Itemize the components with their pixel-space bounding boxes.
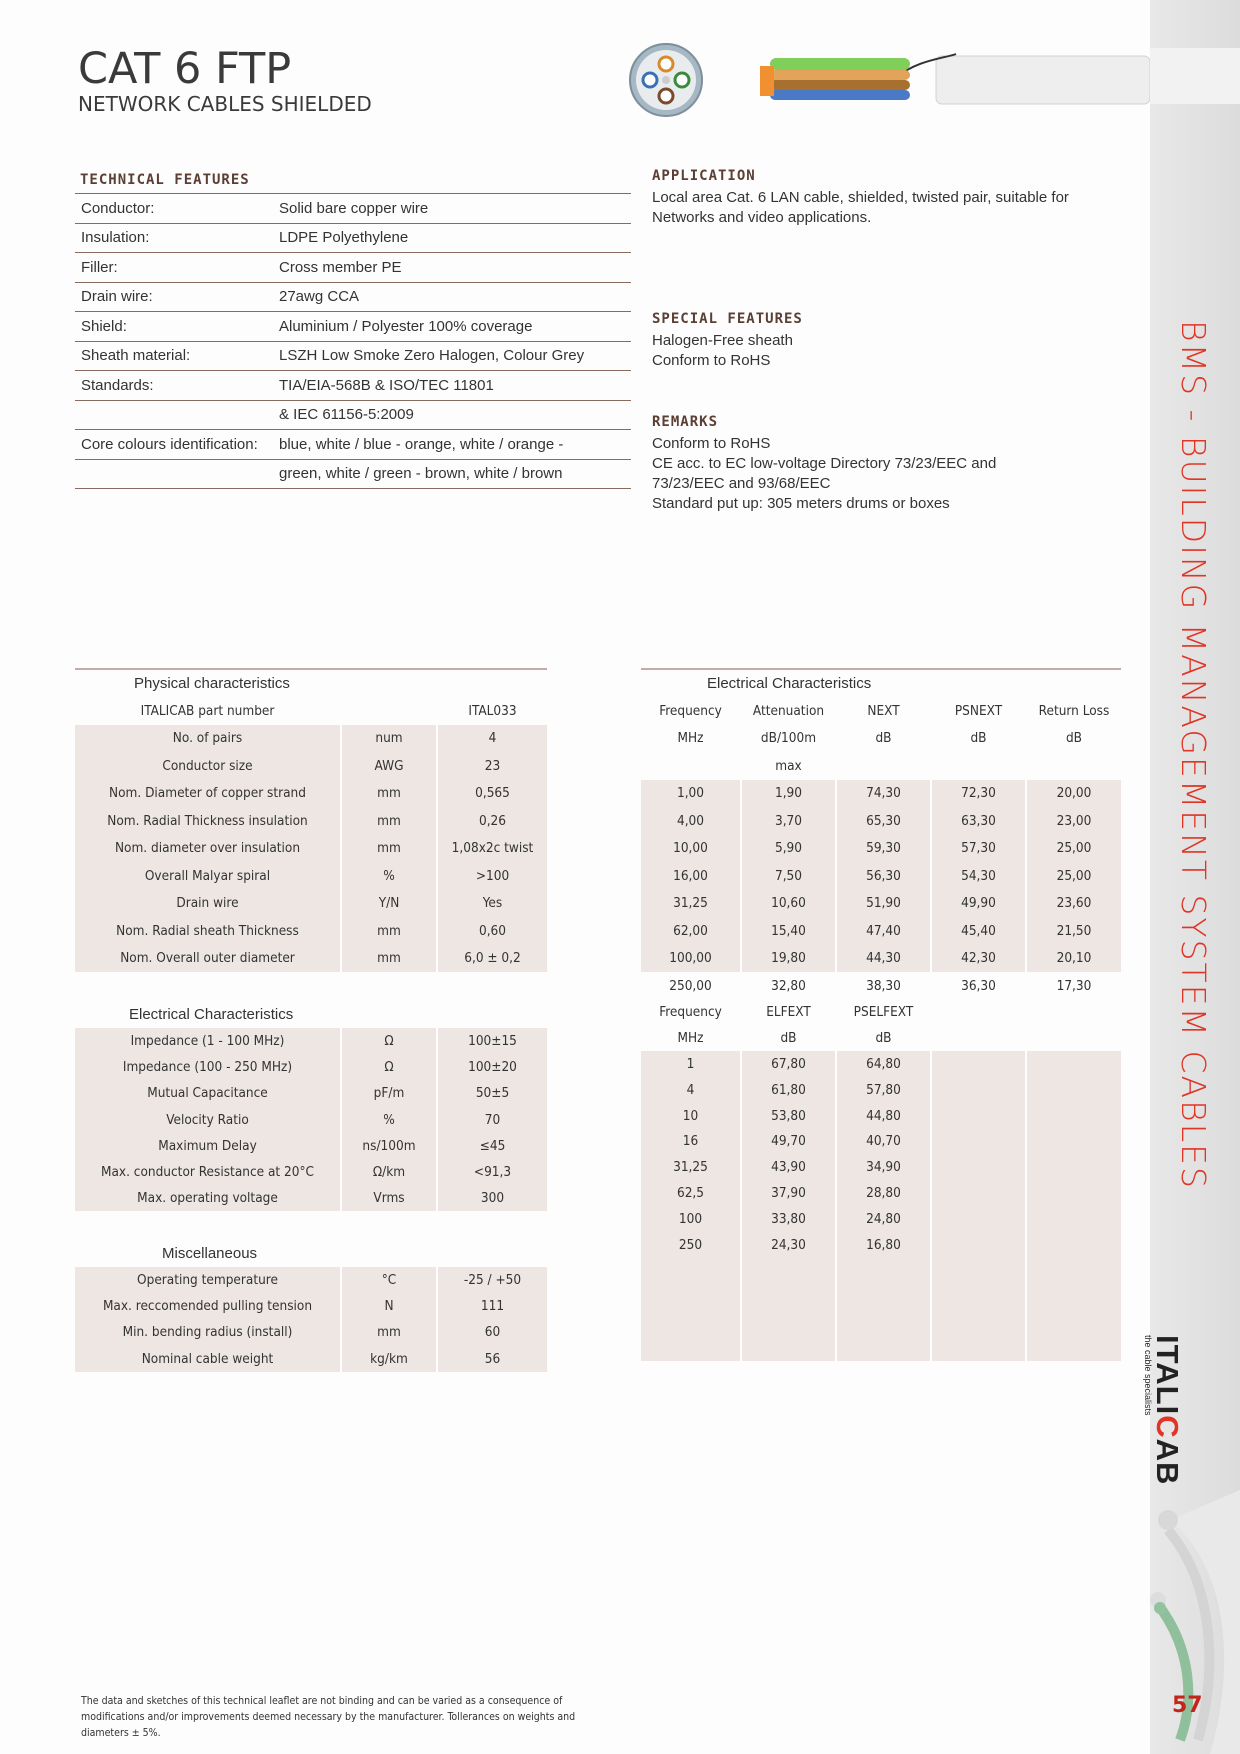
cable-end-graphic — [1150, 0, 1240, 110]
special-feature-line: Conform to RoHS — [652, 352, 771, 369]
electrical-left-table — [73, 1028, 549, 1211]
misc-table — [73, 1267, 549, 1372]
data-cell — [1027, 1180, 1121, 1206]
feature-row — [75, 400, 631, 430]
data-cell: 31,25 — [641, 1154, 740, 1180]
data-cell: 100,00 — [641, 945, 740, 973]
header-cell: PSNEXT — [954, 702, 1003, 719]
electrical-left-caption: Electrical Characteristics — [129, 1006, 294, 1023]
header-cell: dB — [1065, 730, 1083, 747]
header-cell — [1027, 1000, 1121, 1026]
data-cell: 23,00 — [1027, 807, 1121, 835]
remarks-heading: REMARKS — [652, 414, 719, 430]
cell-unit: pF/m — [342, 1080, 436, 1106]
data-cell: 32,80 — [771, 977, 806, 994]
feature-value: TIA/EIA-568B & ISO/TEC 11801 — [273, 371, 631, 401]
table-row — [75, 1185, 547, 1211]
cell-unit: Vrms — [342, 1185, 436, 1211]
cell-parameter: Nom. Overall outer diameter — [75, 945, 340, 973]
data-cell: 25,00 — [1027, 835, 1121, 863]
feature-value: green, white / green - brown, white / brown — [273, 459, 631, 489]
data-cell: 4 — [641, 1077, 740, 1103]
data-cell: 61,80 — [742, 1077, 835, 1103]
data-cell — [1027, 1283, 1121, 1309]
cell-value: 111 — [438, 1293, 547, 1319]
feature-row — [75, 371, 631, 401]
data-cell — [837, 1257, 930, 1283]
cell-unit: ns/100m — [342, 1133, 436, 1159]
misc-caption: Miscellaneous — [162, 1245, 258, 1262]
cell-unit: N — [342, 1293, 436, 1319]
table-row — [641, 890, 1121, 918]
cell-parameter: Max. conductor Resistance at 20°C — [75, 1159, 340, 1185]
technical-features-table — [75, 193, 631, 489]
table-row — [641, 1128, 1121, 1154]
data-cell: 31,25 — [641, 890, 740, 918]
part-number-unit — [342, 697, 436, 725]
data-cell: 19,80 — [742, 945, 835, 973]
special-features-heading: SPECIAL FEATURES — [652, 311, 803, 327]
data-cell — [932, 1206, 1025, 1232]
cell-value: 23 — [438, 752, 547, 780]
table-row — [641, 1309, 1121, 1335]
cell-parameter: Impedance (100 - 250 MHz) — [75, 1054, 340, 1080]
part-number-value: ITAL033 — [468, 702, 517, 719]
cell-parameter: Nom. Radial sheath Thickness — [75, 917, 340, 945]
data-cell: 5,90 — [742, 835, 835, 863]
table-row — [75, 917, 547, 945]
remark-line: Standard put up: 305 meters drums or boxes — [652, 495, 950, 512]
header-cell: Frequency — [659, 1004, 722, 1021]
cell-unit: Ω — [342, 1054, 436, 1080]
cell-value: ≤45 — [438, 1133, 547, 1159]
data-cell: 53,80 — [742, 1103, 835, 1129]
data-cell — [932, 1283, 1025, 1309]
table-row — [641, 1335, 1121, 1361]
header-cell: ELFEXT — [766, 1004, 811, 1021]
table-row — [75, 890, 547, 918]
feature-value: Cross member PE — [273, 253, 631, 283]
cell-unit: mm — [342, 945, 436, 973]
feature-label: Sheath material: — [75, 341, 273, 371]
data-cell: 62,00 — [641, 917, 740, 945]
data-cell: 1,90 — [742, 780, 835, 808]
cell-value: -25 / +50 — [438, 1267, 547, 1293]
data-cell: 16,00 — [641, 862, 740, 890]
remark-line: 73/23/EEC and 93/68/EEC — [652, 475, 831, 492]
feature-label: Standards: — [75, 371, 273, 401]
table-row — [75, 807, 547, 835]
table-row — [75, 725, 547, 753]
data-cell: 34,90 — [837, 1154, 930, 1180]
cell-value: 100±15 — [438, 1028, 547, 1054]
data-cell: 37,90 — [742, 1180, 835, 1206]
table-row — [75, 835, 547, 863]
table-row — [641, 1077, 1121, 1103]
table-row — [641, 945, 1121, 973]
cell-parameter: Impedance (1 - 100 MHz) — [75, 1028, 340, 1054]
data-cell — [1027, 1257, 1121, 1283]
feature-value: Solid bare copper wire — [273, 194, 631, 224]
remark-line: Conform to RoHS — [652, 435, 771, 452]
feature-row — [75, 223, 631, 253]
feature-row — [75, 459, 631, 489]
data-cell — [932, 1077, 1025, 1103]
cell-unit: AWG — [342, 752, 436, 780]
cell-value: 300 — [438, 1185, 547, 1211]
cell-unit: mm — [342, 917, 436, 945]
header-cell — [1027, 1025, 1121, 1051]
page-number: 57 — [1172, 1693, 1203, 1718]
data-cell: 17,30 — [1056, 977, 1092, 994]
data-cell: 16 — [641, 1128, 740, 1154]
feature-value: & IEC 61156-5:2009 — [273, 400, 631, 430]
table-row — [75, 780, 547, 808]
data-cell: 250,00 — [669, 977, 712, 994]
header-cell: dB — [875, 1030, 892, 1047]
table-row — [75, 752, 547, 780]
cell-value: 0,565 — [438, 780, 547, 808]
feature-row — [75, 282, 631, 312]
cell-parameter: Nom. diameter over insulation — [75, 835, 340, 863]
feature-row — [75, 430, 631, 460]
table-row — [641, 862, 1121, 890]
table-row — [641, 835, 1121, 863]
data-cell — [1027, 1154, 1121, 1180]
data-cell: 33,80 — [742, 1206, 835, 1232]
table-row — [641, 917, 1121, 945]
table-row — [75, 1054, 547, 1080]
data-cell: 49,70 — [742, 1128, 835, 1154]
electrical-right-table — [639, 697, 1123, 1361]
cell-value: 0,26 — [438, 807, 547, 835]
data-cell: 1 — [641, 1051, 740, 1077]
left-table-rule — [75, 668, 547, 670]
table-row — [641, 972, 1121, 1000]
cell-value: 100±20 — [438, 1054, 547, 1080]
data-cell — [932, 1154, 1025, 1180]
data-cell — [932, 1128, 1025, 1154]
table-row — [641, 780, 1121, 808]
data-cell: 51,90 — [837, 890, 930, 918]
data-cell: 15,40 — [742, 917, 835, 945]
data-cell: 36,30 — [961, 977, 996, 994]
data-cell: 3,70 — [742, 807, 835, 835]
feature-row — [75, 312, 631, 342]
data-cell — [1027, 1335, 1121, 1361]
data-cell: 49,90 — [932, 890, 1025, 918]
data-cell: 54,30 — [932, 862, 1025, 890]
table-row — [75, 1267, 547, 1293]
data-cell — [932, 1257, 1025, 1283]
feature-label: Insulation: — [75, 223, 273, 253]
cell-parameter: Operating temperature — [75, 1267, 340, 1293]
disclaimer: The data and sketches of this technical leaflet are not binding and can be varied as a consequence of modifications and/or improvements deemed necessary by the manufacturer. Tollerances on weights and diameters ± 5%. — [81, 1695, 576, 1739]
cell-value: 4 — [438, 725, 547, 753]
data-cell: 62,5 — [641, 1180, 740, 1206]
feature-value: 27awg CCA — [273, 282, 631, 312]
table-row — [75, 1133, 547, 1159]
cell-parameter: Drain wire — [75, 890, 340, 918]
header-cell: max — [775, 757, 802, 774]
table-row — [75, 862, 547, 890]
part-number-row — [75, 697, 547, 725]
data-cell: 57,30 — [932, 835, 1025, 863]
cell-parameter: Mutual Capacitance — [75, 1080, 340, 1106]
header-cell — [837, 752, 930, 780]
special-feature-line: Halogen-Free sheath — [652, 332, 793, 349]
electrical-right-caption: Electrical Characteristics — [707, 675, 872, 692]
cell-unit: Ω/km — [342, 1159, 436, 1185]
special-features-list — [652, 331, 793, 371]
remarks-list — [652, 434, 996, 514]
data-cell — [742, 1257, 835, 1283]
data-cell: 23,60 — [1027, 890, 1121, 918]
table-row — [75, 1080, 547, 1106]
data-cell: 24,80 — [837, 1206, 930, 1232]
header-cell: dB — [875, 730, 892, 747]
data-cell — [742, 1335, 835, 1361]
data-cell: 20,00 — [1027, 780, 1121, 808]
header-cell: PSELFEXT — [853, 1004, 914, 1021]
units-row — [641, 1025, 1121, 1051]
data-cell: 44,80 — [837, 1103, 930, 1129]
data-cell: 56,30 — [837, 862, 930, 890]
cable-side-view-image — [756, 50, 1150, 108]
data-cell: 24,30 — [742, 1232, 835, 1258]
header-cell — [932, 1025, 1025, 1051]
data-cell — [641, 1309, 740, 1335]
cell-parameter: Maximum Delay — [75, 1133, 340, 1159]
data-cell: 10,00 — [641, 835, 740, 863]
data-cell — [932, 1309, 1025, 1335]
cell-value: Yes — [438, 890, 547, 918]
cell-unit: mm — [342, 807, 436, 835]
cell-value: 6,0 ± 0,2 — [438, 945, 547, 973]
data-cell — [932, 1180, 1025, 1206]
physical-table — [73, 697, 549, 972]
header-cell: Frequency — [659, 702, 722, 719]
feature-label: Drain wire: — [75, 282, 273, 312]
data-cell: 72,30 — [932, 780, 1025, 808]
header-cell: MHz — [677, 730, 704, 747]
units-row — [641, 752, 1121, 780]
cell-value: 50±5 — [438, 1080, 547, 1106]
cell-unit: % — [342, 1107, 436, 1133]
table-row — [75, 1293, 547, 1319]
cell-unit: mm — [342, 780, 436, 808]
feature-label — [75, 400, 273, 430]
data-cell: 10 — [641, 1103, 740, 1129]
feature-value: Aluminium / Polyester 100% coverage — [273, 312, 631, 342]
feature-label — [75, 459, 273, 489]
header-cell: dB/100m — [760, 730, 817, 747]
header-row — [641, 697, 1121, 725]
data-cell — [1027, 1103, 1121, 1129]
table-row — [641, 1154, 1121, 1180]
data-cell — [1027, 1232, 1121, 1258]
feature-row — [75, 194, 631, 224]
data-cell: 47,40 — [837, 917, 930, 945]
header-cell — [641, 752, 740, 780]
cell-parameter: Nom. Diameter of copper strand — [75, 780, 340, 808]
data-cell — [837, 1283, 930, 1309]
cell-parameter: Conductor size — [75, 752, 340, 780]
data-cell: 21,50 — [1027, 917, 1121, 945]
feature-value: LSZH Low Smoke Zero Halogen, Colour Grey — [273, 341, 631, 371]
feature-label: Filler: — [75, 253, 273, 283]
cell-value: <91,3 — [438, 1159, 547, 1185]
data-cell: 67,80 — [742, 1051, 835, 1077]
data-cell — [742, 1283, 835, 1309]
data-cell — [1027, 1309, 1121, 1335]
data-cell — [641, 1257, 740, 1283]
table-row — [641, 1103, 1121, 1129]
units-row — [641, 725, 1121, 753]
data-cell — [932, 1051, 1025, 1077]
feature-row — [75, 253, 631, 283]
table-row — [641, 807, 1121, 835]
data-cell: 38,30 — [866, 977, 901, 994]
data-cell: 45,40 — [932, 917, 1025, 945]
data-cell: 43,90 — [742, 1154, 835, 1180]
table-row — [75, 945, 547, 973]
cell-unit: mm — [342, 835, 436, 863]
cell-unit: kg/km — [342, 1346, 436, 1372]
cell-unit: Y/N — [342, 890, 436, 918]
header-cell: Return Loss — [1038, 702, 1110, 719]
data-cell: 74,30 — [837, 780, 930, 808]
data-cell: 4,00 — [641, 807, 740, 835]
data-cell — [641, 1335, 740, 1361]
cell-value: 60 — [438, 1319, 547, 1345]
technical-features-heading: TECHNICAL FEATURES — [80, 172, 250, 188]
header-cell — [932, 752, 1025, 780]
data-cell: 44,30 — [837, 945, 930, 973]
table-row — [641, 1257, 1121, 1283]
cell-value: 70 — [438, 1107, 547, 1133]
table-row — [641, 1051, 1121, 1077]
cell-parameter: Max. reccomended pulling tension — [75, 1293, 340, 1319]
data-cell — [837, 1335, 930, 1361]
feature-row — [75, 341, 631, 371]
data-cell: 7,50 — [742, 862, 835, 890]
cell-value: 0,60 — [438, 917, 547, 945]
cell-value: >100 — [438, 862, 547, 890]
header-row — [641, 1000, 1121, 1026]
header-cell — [932, 1000, 1025, 1026]
data-cell: 10,60 — [742, 890, 835, 918]
data-cell: 1,00 — [641, 780, 740, 808]
data-cell — [837, 1309, 930, 1335]
data-cell — [1027, 1206, 1121, 1232]
header-cell: MHz — [677, 1030, 704, 1047]
cell-unit: num — [342, 725, 436, 753]
data-cell: 25,00 — [1027, 862, 1121, 890]
table-row — [641, 1180, 1121, 1206]
data-cell — [742, 1309, 835, 1335]
feature-value: LDPE Polyethylene — [273, 223, 631, 253]
part-number-label: ITALICAB part number — [140, 702, 275, 719]
data-cell — [641, 1283, 740, 1309]
cell-unit: % — [342, 862, 436, 890]
cell-unit: mm — [342, 1319, 436, 1345]
table-row — [75, 1159, 547, 1185]
table-row — [641, 1232, 1121, 1258]
feature-label: Conductor: — [75, 194, 273, 224]
cable-cross-section-image — [628, 42, 704, 118]
cell-parameter: No. of pairs — [75, 725, 340, 753]
data-cell — [1027, 1051, 1121, 1077]
data-cell: 250 — [641, 1232, 740, 1258]
application-heading: APPLICATION — [652, 168, 756, 184]
cell-parameter: Min. bending radius (install) — [75, 1319, 340, 1345]
application-text: Local area Cat. 6 LAN cable, shielded, twisted pair, suitable for Networks and video applications. — [652, 189, 1069, 226]
cell-parameter: Max. operating voltage — [75, 1185, 340, 1211]
physical-caption: Physical characteristics — [134, 675, 290, 692]
cell-parameter: Overall Malyar spiral — [75, 862, 340, 890]
data-cell — [932, 1335, 1025, 1361]
data-cell: 59,30 — [837, 835, 930, 863]
data-cell: 100 — [641, 1206, 740, 1232]
data-cell: 57,80 — [837, 1077, 930, 1103]
data-cell: 42,30 — [932, 945, 1025, 973]
feature-label: Shield: — [75, 312, 273, 342]
feature-label: Core colours identification: — [75, 430, 273, 460]
table-row — [75, 1107, 547, 1133]
data-cell: 65,30 — [837, 807, 930, 835]
data-cell — [932, 1232, 1025, 1258]
cell-value: 1,08x2c twist — [438, 835, 547, 863]
page-title: CAT 6 FTP — [78, 44, 292, 94]
header-cell: NEXT — [867, 702, 900, 719]
table-row — [641, 1206, 1121, 1232]
cell-parameter: Nominal cable weight — [75, 1346, 340, 1372]
data-cell — [932, 1103, 1025, 1129]
data-cell: 64,80 — [837, 1051, 930, 1077]
remark-line: CE acc. to EC low-voltage Directory 73/23/EEC and — [652, 455, 997, 472]
table-row — [75, 1346, 547, 1372]
cell-parameter: Velocity Ratio — [75, 1107, 340, 1133]
feature-value: blue, white / blue - orange, white / orange - — [273, 430, 631, 460]
cell-parameter: Nom. Radial Thickness insulation — [75, 807, 340, 835]
data-cell: 16,80 — [837, 1232, 930, 1258]
header-cell: dB — [970, 730, 987, 747]
table-row — [75, 1319, 547, 1345]
header-cell — [1027, 752, 1121, 780]
data-cell — [1027, 1128, 1121, 1154]
data-cell: 20,10 — [1027, 945, 1121, 973]
cell-unit: °C — [342, 1267, 436, 1293]
header-cell: Attenuation — [752, 702, 825, 719]
cell-value: 56 — [438, 1346, 547, 1372]
right-table-rule — [641, 668, 1121, 670]
page-subtitle: NETWORK CABLES SHIELDED — [78, 92, 372, 116]
data-cell — [1027, 1077, 1121, 1103]
table-row — [641, 1283, 1121, 1309]
data-cell: 28,80 — [837, 1180, 930, 1206]
data-cell: 40,70 — [837, 1128, 930, 1154]
cell-unit: Ω — [342, 1028, 436, 1054]
data-cell: 63,30 — [932, 807, 1025, 835]
header-cell: dB — [780, 1030, 797, 1047]
table-row — [75, 1028, 547, 1054]
